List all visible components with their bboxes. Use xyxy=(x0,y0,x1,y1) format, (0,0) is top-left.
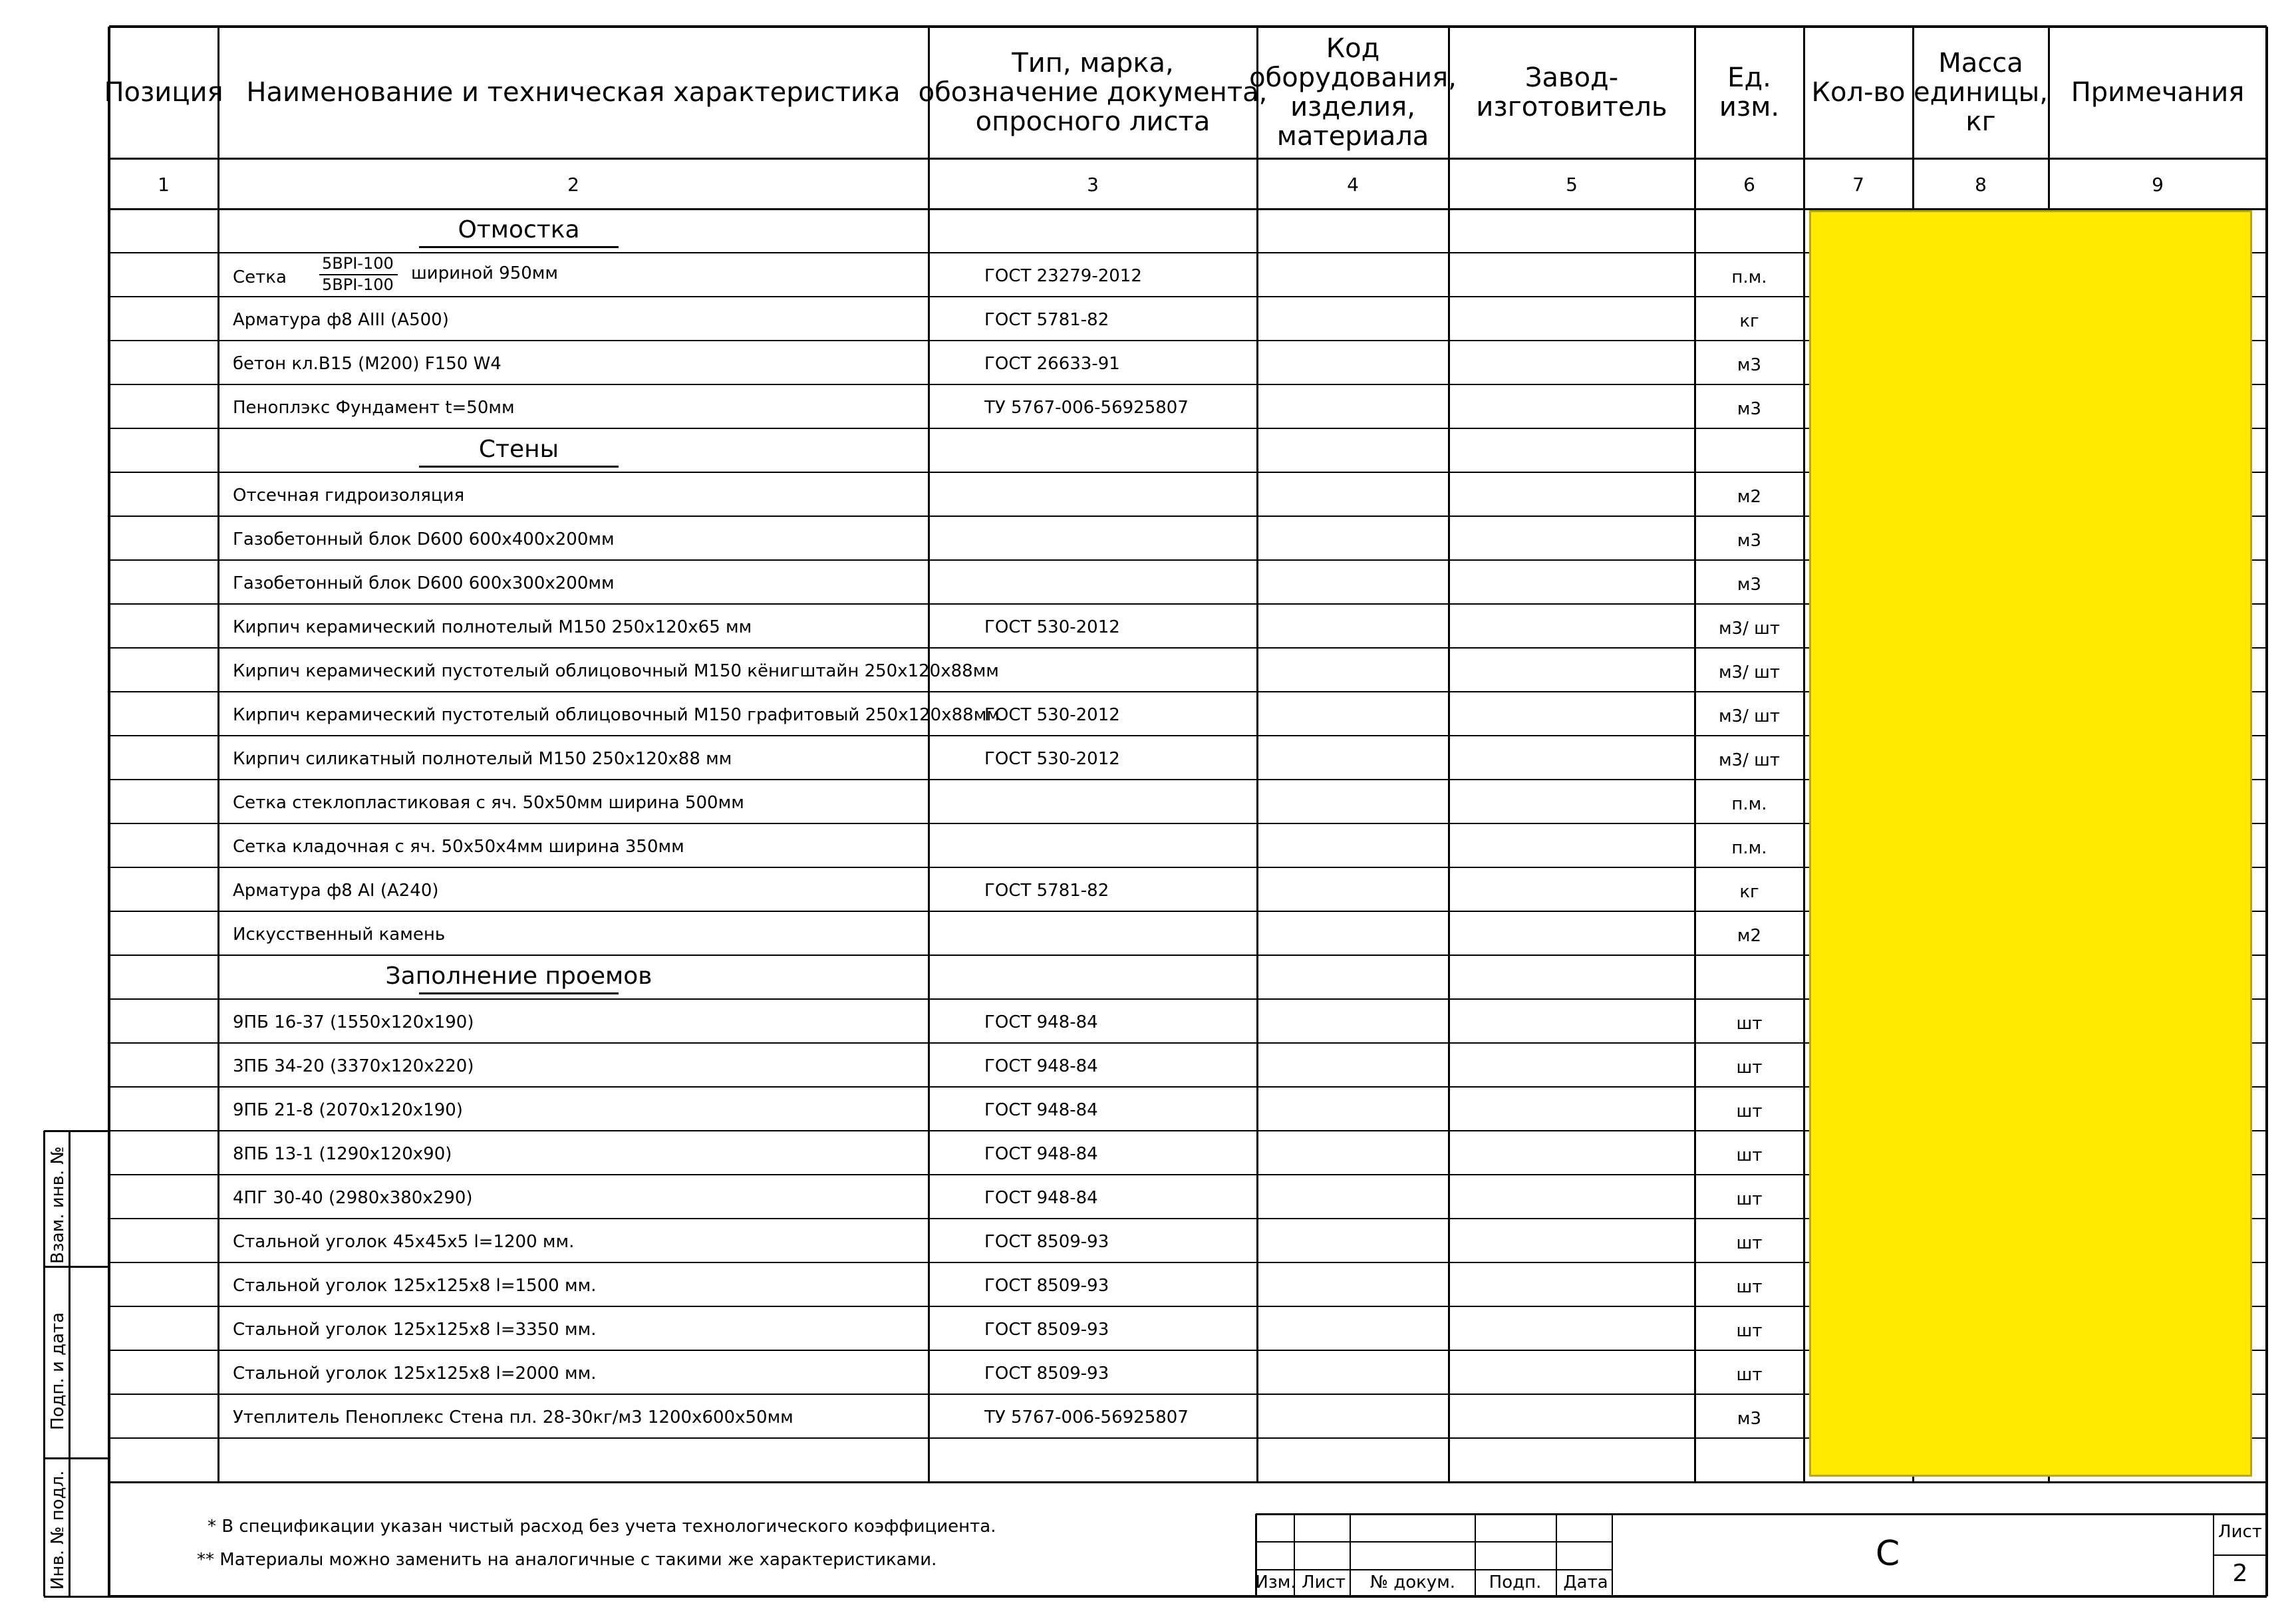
header-c3-line: Тип, марка, xyxy=(1012,48,1174,78)
section-title: Отмостка xyxy=(458,216,580,243)
column-number: 1 xyxy=(158,174,170,196)
header-c2-line: Наименование и техническая характеристика xyxy=(246,77,901,108)
column-number: 3 xyxy=(1087,174,1099,196)
item-name: 9ПБ 21-8 (2070x120x190) xyxy=(233,1100,463,1120)
rule-v xyxy=(1256,27,1258,1482)
column-number: 4 xyxy=(1347,174,1359,196)
side-podp-data: Подп. и дата xyxy=(48,1312,68,1430)
item-name: Арматура ф8 AIII (А500) xyxy=(233,310,449,330)
rule-h xyxy=(44,1130,109,1132)
item-name: Стальной уголок 125x125x8 l=3350 мм. xyxy=(233,1320,597,1340)
rule-v xyxy=(69,1131,71,1596)
column-number: 9 xyxy=(2152,174,2164,196)
item-document: ГОСТ 5781-82 xyxy=(984,310,1109,330)
rule-v xyxy=(108,27,110,1596)
item-name-suffix: шириной 950мм xyxy=(411,263,559,283)
item-document: ГОСТ 8509-93 xyxy=(984,1364,1109,1384)
item-name: 8ПБ 13-1 (1290x120x90) xyxy=(233,1144,452,1164)
item-name: Кирпич керамический пустотелый облицовочный М150 графитовый 250x120x88мм xyxy=(233,705,1000,725)
rule-v xyxy=(1448,27,1450,1482)
rule-h xyxy=(2214,1554,2267,1556)
header-c6-line: Ед. xyxy=(1727,63,1771,93)
item-unit: п.м. xyxy=(1731,267,1767,287)
stamp-code: С xyxy=(1875,1534,1900,1574)
item-name: Кирпич керамический полнотелый М150 250x120x65 мм xyxy=(233,617,752,637)
stamp-sheet-number: 2 xyxy=(2232,1560,2248,1587)
item-name: Сетка стеклопластиковая с яч. 50x50мм ширина 500мм xyxy=(233,793,744,813)
stamp-izm: Изм. xyxy=(1255,1572,1296,1592)
item-unit: шт xyxy=(1736,1058,1763,1078)
item-unit: м2 xyxy=(1737,487,1762,507)
rule-h xyxy=(109,158,2267,160)
item-name: Кирпич силикатный полнотелый М150 250x120x88 мм xyxy=(233,749,732,769)
item-unit: м3/ шт xyxy=(1718,619,1781,639)
item-document: ТУ 5767-006-56925807 xyxy=(984,1407,1189,1427)
item-unit: м3 xyxy=(1737,1409,1762,1429)
rule-h xyxy=(109,1595,2267,1598)
rule-h xyxy=(44,1266,109,1268)
item-name: бетон кл.В15 (М200) F150 W4 xyxy=(233,354,502,374)
item-document: ГОСТ 530-2012 xyxy=(984,617,1120,637)
item-unit: шт xyxy=(1736,1145,1763,1165)
header-c9-line: Примечания xyxy=(2071,77,2245,108)
rule-v xyxy=(1612,1514,1613,1596)
item-name: Пеноплэкс Фундамент t=50мм xyxy=(233,398,515,418)
rule-v xyxy=(1475,1514,1476,1596)
rule-v xyxy=(2265,27,2268,1596)
item-name: 3ПБ 34-20 (3370x120x220) xyxy=(233,1056,474,1076)
fraction-bottom: 5BPI-100 xyxy=(322,275,394,294)
stamp-data: Дата xyxy=(1563,1572,1608,1592)
header-c4-line: изделия, xyxy=(1290,92,1415,122)
rule-h xyxy=(44,1596,109,1598)
item-name: Отсечная гидроизоляция xyxy=(233,486,465,506)
header-c8-line: кг xyxy=(1965,106,1996,137)
section-title: Заполнение проемов xyxy=(385,962,652,990)
column-number: 5 xyxy=(1566,174,1578,196)
stamp-podp: Подп. xyxy=(1489,1572,1542,1592)
rule-v xyxy=(928,27,930,1482)
stamp-sheet-label: Лист xyxy=(2218,1522,2262,1542)
item-unit: м3 xyxy=(1737,355,1762,375)
column-number: 8 xyxy=(1975,174,1987,196)
item-unit: шт xyxy=(1736,1102,1763,1121)
rule-h xyxy=(109,1481,2267,1483)
item-unit: м2 xyxy=(1737,926,1762,946)
item-document: ГОСТ 530-2012 xyxy=(984,749,1120,769)
item-document: ГОСТ 948-84 xyxy=(984,1100,1098,1120)
item-document: ГОСТ 23279-2012 xyxy=(984,266,1142,286)
item-name: Арматура ф8 AI (А240) xyxy=(233,881,439,901)
header-c5-line: Завод- xyxy=(1524,63,1619,93)
item-unit: м3/ шт xyxy=(1718,706,1781,726)
item-document: ГОСТ 26633-91 xyxy=(984,354,1120,374)
header-c3-line: обозначение документа, xyxy=(918,77,1268,108)
item-name: Утеплитель Пеноплекс Стена пл. 28-30кг/м3 1200x600x50мм xyxy=(233,1407,793,1427)
item-unit: шт xyxy=(1736,1014,1763,1034)
item-name: Сетка кладочная с яч. 50x50x4мм ширина 350мм xyxy=(233,837,684,857)
item-name: Стальной уголок 125x125x8 l=1500 мм. xyxy=(233,1276,597,1296)
rule-v xyxy=(1694,27,1696,1482)
note-2: ** Материалы можно заменить на аналогичные с такими же характеристиками. xyxy=(197,1550,937,1570)
item-unit: м3 xyxy=(1737,575,1762,595)
rule-h xyxy=(1256,1513,2267,1515)
section-underline xyxy=(419,466,619,468)
item-unit: шт xyxy=(1736,1277,1763,1297)
rule-v xyxy=(1556,1514,1557,1596)
item-name-prefix: Сетка xyxy=(233,267,287,287)
item-name: 9ПБ 16-37 (1550x120x190) xyxy=(233,1012,474,1032)
rule-h xyxy=(109,25,2267,28)
header-c5-line: изготовитель xyxy=(1476,92,1667,122)
item-document: ГОСТ 948-84 xyxy=(984,1188,1098,1208)
header-c3-line: опросного листа xyxy=(975,106,1211,137)
item-document: ГОСТ 530-2012 xyxy=(984,705,1120,725)
header-c4-line: Код xyxy=(1326,33,1380,64)
header-c6-line: изм. xyxy=(1719,92,1780,122)
column-number: 7 xyxy=(1852,174,1864,196)
item-unit: п.м. xyxy=(1731,794,1767,814)
header-c1-line: Позиция xyxy=(104,77,223,108)
rule-h xyxy=(44,1457,109,1459)
item-document: ГОСТ 948-84 xyxy=(984,1056,1098,1076)
header-c8-line: Масса xyxy=(1938,48,2023,78)
item-name: Кирпич керамический пустотелый облицовочный М150 кёнигштайн 250x120x88мм xyxy=(233,661,999,681)
item-document: ГОСТ 8509-93 xyxy=(984,1232,1109,1252)
item-unit: шт xyxy=(1736,1233,1763,1253)
item-document: ГОСТ 948-84 xyxy=(984,1012,1098,1032)
section-underline xyxy=(419,246,619,248)
rule-v xyxy=(1803,27,1805,1482)
item-unit: шт xyxy=(1736,1365,1763,1385)
header-c4-line: материала xyxy=(1276,121,1429,152)
rule-v xyxy=(217,27,219,1482)
stamp-list: Лист xyxy=(1302,1572,1346,1592)
side-inv-podl: Инв. № подл. xyxy=(48,1470,68,1590)
fraction-top: 5BPI-100 xyxy=(322,254,394,273)
note-1: * В спецификации указан чистый расход без учета технологического коэффициента. xyxy=(208,1517,996,1537)
stamp-doc-no: № докум. xyxy=(1369,1572,1456,1592)
item-unit: м3 xyxy=(1737,399,1762,419)
item-document: ГОСТ 948-84 xyxy=(984,1144,1098,1164)
item-unit: м3/ шт xyxy=(1718,663,1781,682)
header-c4-line: оборудования, xyxy=(1249,63,1457,93)
column-number: 2 xyxy=(567,174,579,196)
item-unit: м3 xyxy=(1737,531,1762,551)
item-unit: шт xyxy=(1736,1189,1763,1209)
item-unit: шт xyxy=(1736,1321,1763,1341)
item-document: ГОСТ 5781-82 xyxy=(984,881,1109,901)
section-title: Стены xyxy=(478,436,559,463)
item-name: Стальной уголок 45x45x5 l=1200 мм. xyxy=(233,1232,575,1252)
section-underline xyxy=(419,992,619,994)
item-name: Газобетонный блок D600 600x400x200мм xyxy=(233,529,615,549)
item-document: ТУ 5767-006-56925807 xyxy=(984,398,1189,418)
rule-h xyxy=(1256,1541,1612,1543)
item-unit: кг xyxy=(1739,882,1759,902)
item-name: Искусственный камень xyxy=(233,925,446,945)
header-c8-line: единицы, xyxy=(1914,77,2048,108)
item-unit: кг xyxy=(1739,311,1759,331)
item-name: 4ПГ 30-40 (2980x380x290) xyxy=(233,1188,473,1208)
item-unit: п.м. xyxy=(1731,838,1767,858)
rule-h xyxy=(1256,1569,1612,1570)
column-number: 6 xyxy=(1743,174,1755,196)
redaction-block xyxy=(1809,210,2252,1477)
item-document: ГОСТ 8509-93 xyxy=(984,1320,1109,1340)
side-vzam-inv: Взам. инв. № xyxy=(48,1146,68,1264)
item-unit: м3/ шт xyxy=(1718,750,1781,770)
rule-v xyxy=(1350,1514,1351,1596)
item-name: Газобетонный блок D600 600x300x200мм xyxy=(233,573,615,593)
header-c7-line: Кол-во xyxy=(1811,77,1906,108)
item-name: Стальной уголок 125x125x8 l=2000 мм. xyxy=(233,1364,597,1384)
rule-v xyxy=(43,1131,45,1596)
item-document: ГОСТ 8509-93 xyxy=(984,1276,1109,1296)
